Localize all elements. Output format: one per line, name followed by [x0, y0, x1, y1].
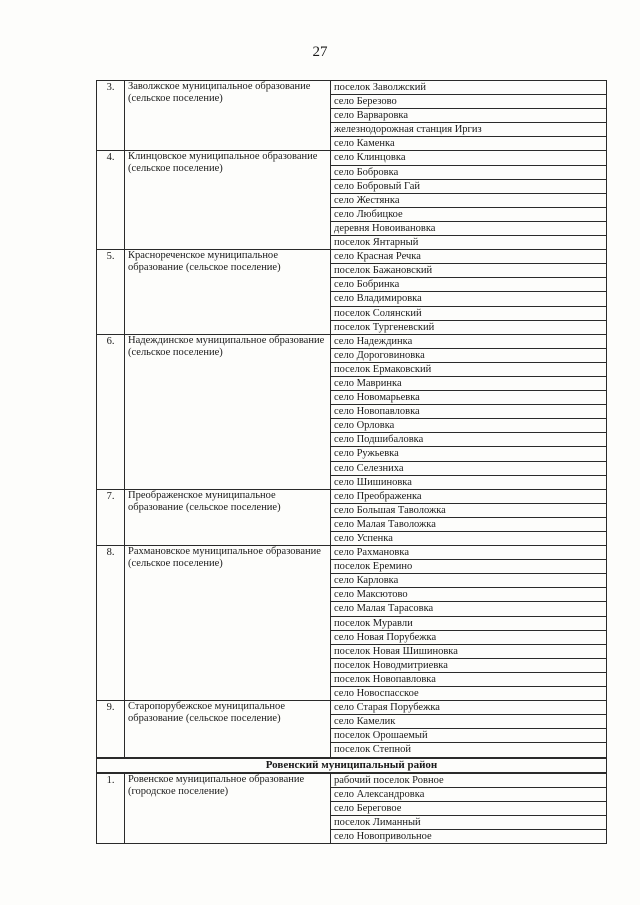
settlement-name: село Карловка	[331, 574, 607, 588]
municipality-number: 8.	[97, 546, 125, 701]
settlement-name: поселок Орошаемый	[331, 729, 607, 743]
settlement-name: село Новая Порубежка	[331, 630, 607, 644]
municipality-name: Рахмановское муниципальное образование (сельское поселение)	[125, 546, 331, 701]
settlement-name: село Большая Таволожка	[331, 503, 607, 517]
settlement-name: село Ружьевка	[331, 447, 607, 461]
settlement-name: село Дороговиновка	[331, 348, 607, 362]
table-row	[97, 546, 607, 560]
municipality-name: Преображенское муниципальное образование (сельское поселение)	[125, 489, 331, 545]
table-row	[97, 701, 607, 715]
table-row	[97, 489, 607, 503]
settlement-name: село Новоспасское	[331, 687, 607, 701]
table-row	[97, 334, 607, 348]
settlement-name: село Старая Порубежка	[331, 701, 607, 715]
settlement-name: село Надеждинка	[331, 334, 607, 348]
settlement-name: село Березово	[331, 95, 607, 109]
table-row	[97, 250, 607, 264]
settlement-name: рабочий поселок Ровное	[331, 773, 607, 788]
municipality-number: 6.	[97, 334, 125, 489]
settlement-name: поселок Янтарный	[331, 236, 607, 250]
municipality-number: 4.	[97, 151, 125, 250]
municipality-name: Заволжское муниципальное образование (сельское поселение)	[125, 81, 331, 151]
settlement-name: поселок Новопавловка	[331, 672, 607, 686]
settlement-name: село Красная Речка	[331, 250, 607, 264]
settlement-name: село Малая Таволожка	[331, 517, 607, 531]
settlement-name: поселок Еремино	[331, 560, 607, 574]
settlement-name: железнодорожная станция Иргиз	[331, 123, 607, 137]
settlement-name: поселок Заволжский	[331, 81, 607, 95]
settlement-name: село Рахмановка	[331, 546, 607, 560]
settlement-name: село Малая Тарасовка	[331, 602, 607, 616]
table-row	[97, 81, 607, 95]
municipality-name: Надеждинское муниципальное образование (сельское поселение)	[125, 334, 331, 489]
district-header-row	[97, 758, 607, 773]
settlement-name: село Шишиновка	[331, 475, 607, 489]
settlement-name: село Каменка	[331, 137, 607, 151]
table-row	[97, 151, 607, 165]
settlement-name: село Владимировка	[331, 292, 607, 306]
settlement-name: село Новопривольное	[331, 829, 607, 843]
settlement-name: село Камелик	[331, 715, 607, 729]
settlement-name: деревня Новоивановка	[331, 221, 607, 235]
municipality-name: Ровенское муниципальное образование (городское поселение)	[125, 773, 331, 844]
settlement-name: село Клинцовка	[331, 151, 607, 165]
municipality-name: Старопорубежское муниципальное образование (сельское поселение)	[125, 701, 331, 758]
settlement-name: село Варваровка	[331, 109, 607, 123]
settlement-name: поселок Муравли	[331, 616, 607, 630]
settlement-name: поселок Новая Шишиновка	[331, 644, 607, 658]
settlement-name: село Бобровый Гай	[331, 179, 607, 193]
settlement-name: поселок Новодмитриевка	[331, 658, 607, 672]
settlement-name: село Преображенка	[331, 489, 607, 503]
settlement-name: село Новомарьевка	[331, 391, 607, 405]
page-number: 27	[312, 44, 328, 60]
settlement-name: поселок Бажановский	[331, 264, 607, 278]
settlement-name: поселок Лиманный	[331, 815, 607, 829]
settlement-name: поселок Солянский	[331, 306, 607, 320]
settlement-name: село Мавринка	[331, 376, 607, 390]
settlement-name: село Новопавловка	[331, 405, 607, 419]
settlement-name: поселок Ермаковский	[331, 362, 607, 376]
settlement-name: село Максютово	[331, 588, 607, 602]
municipality-number: 9.	[97, 701, 125, 758]
settlement-name: село Любицкое	[331, 207, 607, 221]
settlement-name: село Бобровка	[331, 165, 607, 179]
municipality-number: 5.	[97, 250, 125, 335]
settlement-name: село Александровка	[331, 787, 607, 801]
settlement-name: поселок Степной	[331, 743, 607, 758]
district-name: Ровенский муниципальный район	[97, 758, 607, 773]
municipality-number: 1.	[97, 773, 125, 844]
municipality-name: Клинцовское муниципальное образование (сельское поселение)	[125, 151, 331, 250]
municipality-name: Краснореченское муниципальное образование (сельское поселение)	[125, 250, 331, 335]
settlement-name: село Береговое	[331, 801, 607, 815]
municipality-number: 3.	[97, 81, 125, 151]
settlement-name: село Бобринка	[331, 278, 607, 292]
settlement-name: село Селезниха	[331, 461, 607, 475]
settlement-name: село Успенка	[331, 532, 607, 546]
settlement-name: поселок Тургеневский	[331, 320, 607, 334]
municipality-number: 7.	[97, 489, 125, 545]
settlement-name: село Орловка	[331, 419, 607, 433]
settlements-table	[96, 80, 607, 844]
settlement-name: село Жестянка	[331, 193, 607, 207]
table-row	[97, 773, 607, 788]
settlement-name: село Подшибаловка	[331, 433, 607, 447]
